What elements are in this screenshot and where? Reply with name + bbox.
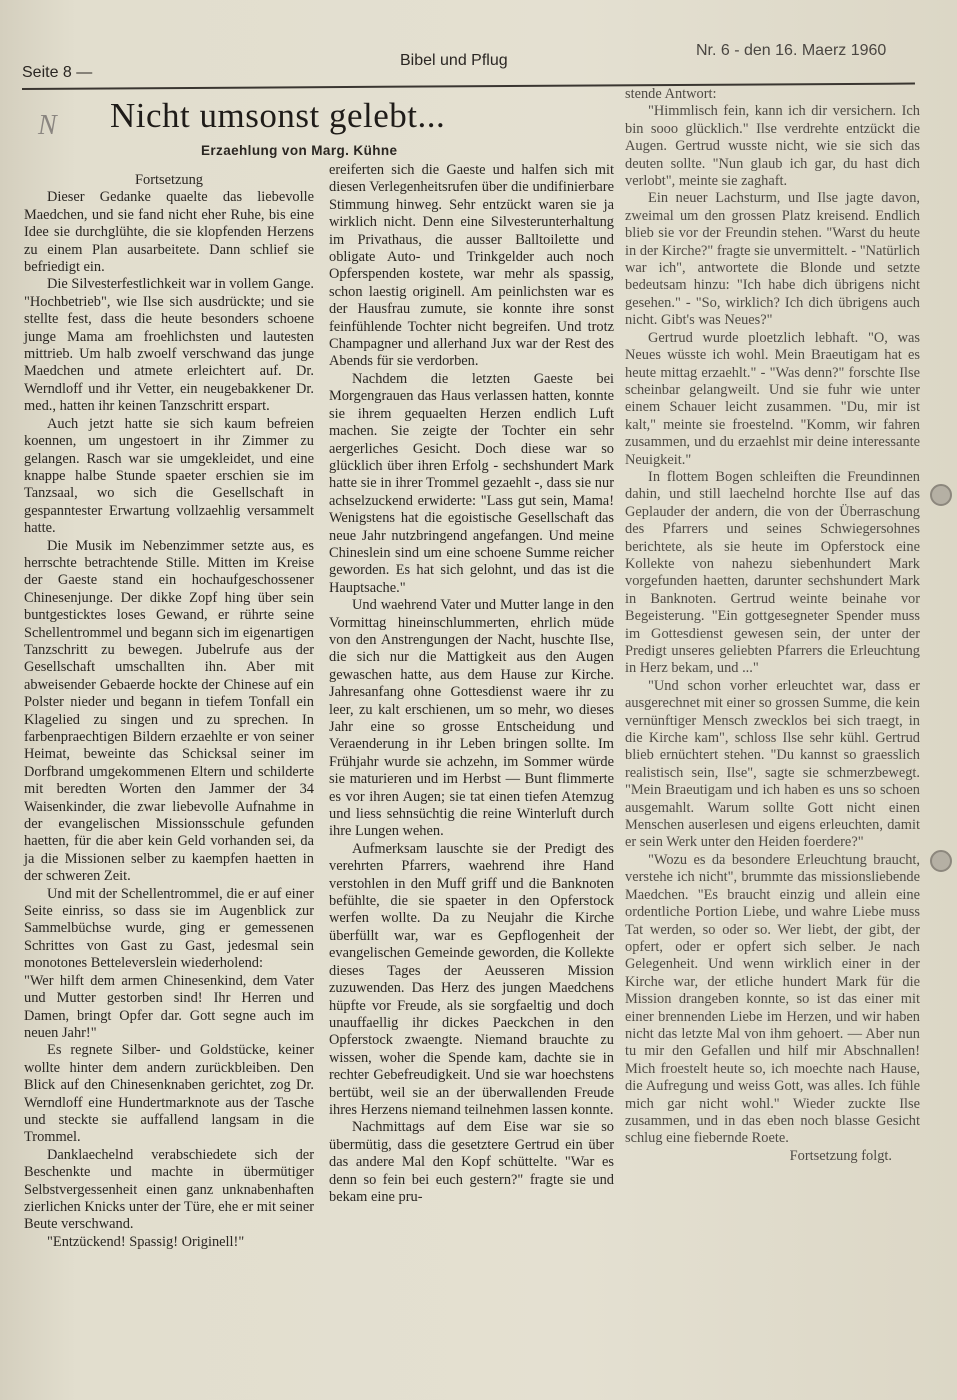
paragraph: Und mit der Schellentrommel, die er auf einer Seite einriss, so dass sie im Augenblick zur Sammelbüchse wurde, ging er gemessenen Schrittes von Gast zu Gast, jedesmal sein monotones Betteleverslein wiederholend: (24, 885, 314, 972)
column-2 (329, 162, 614, 1206)
pencil-mark: N (38, 110, 57, 141)
binder-hole (930, 484, 952, 506)
article-author: Erzaehlung von Marg. Kühne (201, 143, 398, 158)
paragraph: Aufmerksam lauschte sie der Predigt des verehrten Pfarrers, waehrend ihre Hand verstohlen in den Muff griff und die Banknoten befühlte, die sie spaeter in den Opferstock werfen wollte. Da zu Neujahr die Kirche überfüllt war, war es Gepflogenheit der evangelischen Gemeinde geworden, die Kollekte dieses Tages der Aeusseren Mission zuzuwenden. Das Herz des jungen Maedchens hüpfte vor Freude, als sie sorgfaeltig und doch unauffaellig ihr dickes Paeckchen in den Opferstock zwaengte. Niemand brauchte zu wissen, woher die Spende kam, dachte sie in rechter Gebefreudigkeit. Und sie war hoechstens bertübt, weil sie an der überwallenden Freude ihres Herzens niemand teilnehmen lassen konnte. (329, 840, 614, 1118)
paragraph: "Und schon vorher erleuchtet war, dass er ausgerechnet mit einer so grossen Summe, die kein vernünftiger Mensch zwecklos bei sich traegt, in die Kirche kam", schloss Ilse sehr kühl. Gertrud blieb ernüchtert stehen. "Du kannst so graesslich realistisch sein, Ilse", sagte sie schmerzbewegt. "Mein Braeutigam und ich haben es uns so schoen ausgemahlt. Warum sollte Gott nicht einen Menschen auserlesen und eigens erleuchten, damit er sein Werk unter den Heiden foerdere?" (625, 677, 920, 851)
paragraph: In flottem Bogen schleiften die Freundinnen dahin, und still laechelnd horchte Ilse auf das Geplauder der andern, die von der Überraschung des Pfarrers und seines Schwiegersohnes berichtete, als sie heute im Opferstock eine Kollekte von nahezu siebenhundert Mark vorgefunden haetten, darunter sechshundert Mark in Banknoten. Gertrud weinte beinahe vor Begeisterung. "Ein gottgesegneter Spender muss im Gottesdienst gewesen sein, der unter der Predigt unseres geliebten Pfarrers die Erleuchtung in Herz bekam, und ..." (625, 468, 920, 677)
paragraph: Danklaechelnd verabschiedete sich der Beschenkte und machte in übermütiger Selbstvergessenheit einen ganz unknabenhaften zierlichen Knicks unter der Türe, ehe er mit seiner Beute verschwand. (24, 1146, 314, 1233)
paragraph: "Entzückend! Spassig! Originell!" (47, 1233, 245, 1250)
paragraph: stende Antwort: (625, 86, 717, 102)
paragraph: "Himmlisch fein, kann ich dir versichern. Ich bin sooo glücklich." Ilse verdrehte entzückt die Augen. Gertrud wusste nicht, wie sie sich das deuten sollte. "Nun glaub ich gar, du hast dich verlobt", meinte sie zaghaft. (625, 103, 920, 190)
paragraph: Die Silvesterfestlichkeit war in vollem Gange. "Hochbetrieb", wie Ilse sich ausdrückte; und sie stellte fest, dass die heute besonders schoene junge Mama am froehlichsten und lautesten mittrieb. Um halb zwoelf verschwand das junge Maedchen und atmete erleichtert auf. Dr. Werndloff und ihr Vetter, ein neugebakkener Dr. med., hatten ihr keinen Tanzschritt erspart. (24, 276, 314, 415)
paragraph: "Wozu es da besondere Erleuchtung braucht, verstehe ich nicht", brummte das missionsliebende Maedchen. "Es braucht einzig und allein eine ordentliche Portion Liebe, und wahre Liebe muss Tat werden, so oder so. Wer liebt, der gibt, der opfert, oder er opfert sich selber. Je nach Gelegenheit. Und wenn wirklich einer in der Kirche war, der etliche hundert Mark für die Mission drangeben konnte, so ist das einer mit einer brennenden Liebe im Herzen, und wir haben nicht das letzte Mal von ihm gehoert. — Aber nun tu mir den Gefallen und hilf mir Abschnallen! Mich froestelt heute so, ich moechte nach Hause, die Aufregung und weiss Gott, was alles. Ich fühle mich gar nicht wohl." Wieder zuckte Ilse zusammen, und in das eben noch blasse Gesicht schlug eine fiebernde Roete. (625, 851, 920, 1147)
paragraph: Auch jetzt hatte sie sich kaum befreien koennen, um ungestoert in ihr Zimmer zu gelangen. Rasch war sie umgekleidet, und eine knappe halbe Stunde spaeter erschien sie im Tanzsaal, wo sich die Gesellschaft in gespanntester Erwartung vollzaehlig versammelt hatte. (24, 415, 314, 537)
paragraph: Gertrud wurde ploetzlich lebhaft. "O, was Neues wüsste ich wohl. Mein Braeutigam hat es heute mittag erzaehlt." - "Was denn?" forschte Ilse scheinbar gelangweilt. Und sie fuhr wie unter einem Schauer leicht zusammen. "Du, mir ist kalt," meinte sie froestelnd. "Komm, wir fahren zusammen, und du erzaehlst mir deine interessante Neuigkeit." (625, 329, 920, 468)
paragraph: Und waehrend Vater und Mutter lange in den Vormittag hineinschlummerten, ehrlich müde von den Anstrengungen der Nacht, huschte Ilse, die sich nur die Mattigkeit aus den Augen gewaschen hatte, aus dem Hause zur Kirche. Jahresanfang ohne Gottesdienst waere ihr zu leer, zu kalt erschienen, um so mehr, wo dieses Jahr eine so grosse Entscheidung und Veraenderung in ihr Leben bringen sollte. Im Frühjahr wurde sie achzehn, im Sommer würde sie maturieren und im Herbst — Bunt flimmerte es vor ihren Augen; sie tat einen tiefen Atemzug und liess sehnsüchtig die reine Winterluft durch ihre Lungen wehen. (329, 597, 614, 840)
paragraph: Nachmittags auf dem Eise war sie so übermütig, dass die gesetztere Gertrud ein über das andere Mal den Kopf schüttelte. "War es denn so fein bei euch gestern?" fragte sie und bekam eine pru- (329, 1119, 614, 1205)
publication-title: Bibel und Pflug (400, 52, 508, 69)
column-3 (625, 86, 920, 1165)
article-title: Nicht umsonst gelebt... (110, 96, 446, 135)
paragraph: Die Musik im Nebenzimmer setzte aus, es herrschte betrachtende Stille. Mitten im Kreise der Gaeste stand ein hochaufgeschossener Chinesenjunge. Der dikke Zopf hing über sein buntgesticktes loses Gewand, er rührte seine Schellentrommel und begann sich im eigenartigen Tanzschritt zu bewegen. Jubelrufe aus der Gesellschaft umschallten ihn. Aber mit abweisender Gebaerde hockte der Chinese auf ein Polster nieder und begann in tiefem Tonfall ein Klagelied zu singen und zu sprechen. In farbenpraechtigen Bildern erzaehlte er von seiner Heimat, beweinte das Schicksal seiner im Dorfbrand umgekommenen Eltern und schilderte mit beredten Worten den Jammer der 34 Waisenkinder, die zwar liebevolle Aufnahme in der evangelischen Missionsschule gefunden haetten, für die aber kein Geld vorhanden sei, da ja die Missionen selber zu kaempfen haetten in der schweren Zeit. (24, 537, 314, 885)
continued-label: Fortsetzung (135, 172, 203, 188)
verse: "Wer hilft dem armen Chinesenkind, dem Vater und Mutter gestorben sind! Ihr Herren und Damen, bringt Opfer dar. Gott segne auch im neuen Jahr!" (24, 972, 314, 1041)
issue-date: Nr. 6 - den 16. Maerz 1960 (696, 42, 887, 59)
continued-end-label: Fortsetzung folgt. (789, 1147, 892, 1164)
paragraph: ereiferten sich die Gaeste und halfen sich mit diesen Verlegenheitsrufen über die undifinierbare Stimmung hinweg. Sehr entzückt waren sie ja wirklich nicht. Denn eine Silvesterunterhaltung im Privathaus, die ausser Balltoilette und obligate Auto- und Trinkgelder auch noch Opferspenden kostete, war mehr als spassig, schon laestig originell. Am peinlichsten war es der Hausfrau zumute, sie konnte ihre sonst feinfühlende Tochter nicht begreifen. Und trotz Champagner und allerhand Jux war der Rest des Abends für sie verdorben. (329, 162, 614, 370)
paragraph: Dieser Gedanke quaelte das liebevolle Maedchen, und sie fand nicht eher Ruhe, bis eine Idee sie durchglühte, die sie klopfenden Herzens zu einem Plan ausarbeitete. Dann schlief sie befriedigt ein. (24, 189, 314, 276)
page-number: Seite 8 — (22, 64, 93, 81)
column-1 (24, 172, 314, 1251)
paragraph: Ein neuer Lachsturm, und Ilse jagte davon, zweimal um den grossen Platz kreisend. Endlich blieb sie vor der Freundin stehen. "Warst du heute in der Kirche?" fragte sie unvermittelt. - "Natürlich war ich", antwortete die Blonde und setzte bedeutsam hinzu: "Ich habe dich übrigens nicht gesehen." - "So, wirklich? Ich dich übrigens auch nicht. Gibt's was Neues?" (625, 190, 920, 329)
paragraph: Es regnete Silber- und Goldstücke, keiner wollte hinter dem andern zurückbleiben. Den Blick auf den Chinesenknaben gerichtet, zog Dr. Werndloff eine Hundertmarknote aus der Tasche und steckte sie auffallend langsam in die Trommel. (24, 1042, 314, 1146)
paragraph: Nachdem die letzten Gaeste bei Morgengrauen das Haus verlassen hatten, konnte sie ihrem gequaelten Herzen endlich Luft machen. Sie zeigte der Tochter ein sehr aergerliches Gesicht. Doch diese war so glücklich über ihren Erfolg - sechshundert Mark hatte sie in ihrer Trommel gezaehlt -, dass sie nur achselzuckend erwiderte: "Lass gut sein, Mama! Wenigstens hat die egoistische Gesellschaft das neue Jahr nutzbringend angefangen. Und meine Chineslein sind um eine schoene Summe reicher geworden. Es hat sich gelohnt, und das ist die Hauptsache." (329, 370, 614, 596)
binder-hole (930, 850, 952, 872)
page-header (0, 38, 957, 88)
